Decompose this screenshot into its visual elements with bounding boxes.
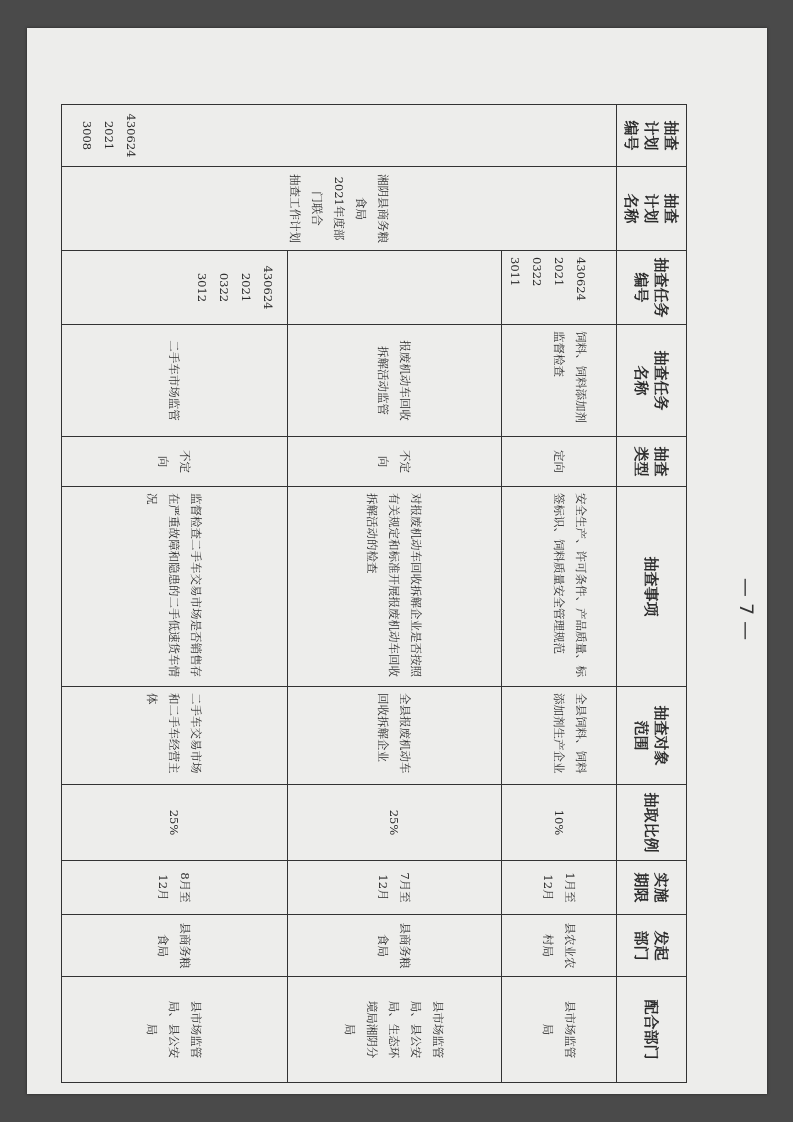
items-cell: 安全生产、许可条件、产品质量、标签标识、饲料质量安全管理规范 (502, 487, 617, 687)
inspection-table-sheet (75, 104, 687, 1082)
task-number-cell: 430624 2021 0322 3012 (62, 251, 288, 325)
table-header-row (617, 105, 687, 1083)
plan-name-cell: 湘阴县商务粮食局 2021年度部门联合 抽查工作计划 (62, 167, 617, 251)
page-number: — 7 — (735, 577, 758, 641)
ratio-cell: 25% (62, 785, 288, 861)
period-cell: 1月至 12月 (502, 861, 617, 915)
ratio-cell: 25% (288, 785, 502, 861)
coop-cell: 县市场监管 局、县公安 局 (62, 977, 288, 1083)
table-row (502, 105, 617, 1083)
document-page (27, 28, 767, 1094)
type-cell: 定向 (502, 437, 617, 487)
header-plan-number: 抽查 计划 编号 (617, 105, 687, 167)
table-row (62, 105, 288, 1083)
header-coop: 配合部门 (617, 977, 687, 1083)
header-scope: 抽查对象 范围 (617, 687, 687, 785)
coop-cell: 县市场监管 局 (502, 977, 617, 1083)
type-cell: 不定 向 (288, 437, 502, 487)
header-type: 抽查 类型 (617, 437, 687, 487)
header-plan-name: 抽查 计划 名称 (617, 167, 687, 251)
header-items: 抽查事项 (617, 487, 687, 687)
ratio-cell: 10% (502, 785, 617, 861)
header-task-name: 抽查任务 名称 (617, 325, 687, 437)
header-period: 实施 期限 (617, 861, 687, 915)
items-cell: 对报废机动车回收拆解企业是否按照有关规定和标准开展报废机动车回收拆解活动的检查 (288, 487, 502, 687)
coop-cell: 县市场监管 局、县公安 局、生态环 境局湘阴分 局 (288, 977, 502, 1083)
task-name-cell: 二手车市场监管 (62, 325, 288, 437)
period-cell: 7月至 12月 (288, 861, 502, 915)
task-name-cell: 报废机动车回收 拆解活动监管 (288, 325, 502, 437)
task-number-cell (288, 251, 502, 325)
items-cell: 监督检查二手车交易市场是否销售存在严重故障和隐患的二手低速货车情况 (62, 487, 288, 687)
dept-cell: 县农业农 村局 (502, 915, 617, 977)
header-dept: 发起 部门 (617, 915, 687, 977)
dept-cell: 县商务粮 食局 (288, 915, 502, 977)
header-ratio: 抽取比例 (617, 785, 687, 861)
task-number-cell: 430624 2021 0322 3011 (502, 251, 617, 325)
dept-cell: 县商务粮 食局 (62, 915, 288, 977)
type-cell: 不定 向 (62, 437, 288, 487)
scope-cell: 全县报废机动车回收拆解企业 (288, 687, 502, 785)
header-task-number: 抽查任务 编号 (617, 251, 687, 325)
scope-cell: 二手车交易市场和二手车经营主体 (62, 687, 288, 785)
table-row (288, 105, 502, 1083)
inspection-plan-table (61, 104, 687, 1083)
period-cell: 8月至 12月 (62, 861, 288, 915)
task-name-cell: 饲料、饲料添加剂 监督检查 (502, 325, 617, 437)
plan-number-cell: 430624 2021 3008 (62, 105, 617, 167)
scope-cell: 全县饲料、饲料添加剂生产企业 (502, 687, 617, 785)
